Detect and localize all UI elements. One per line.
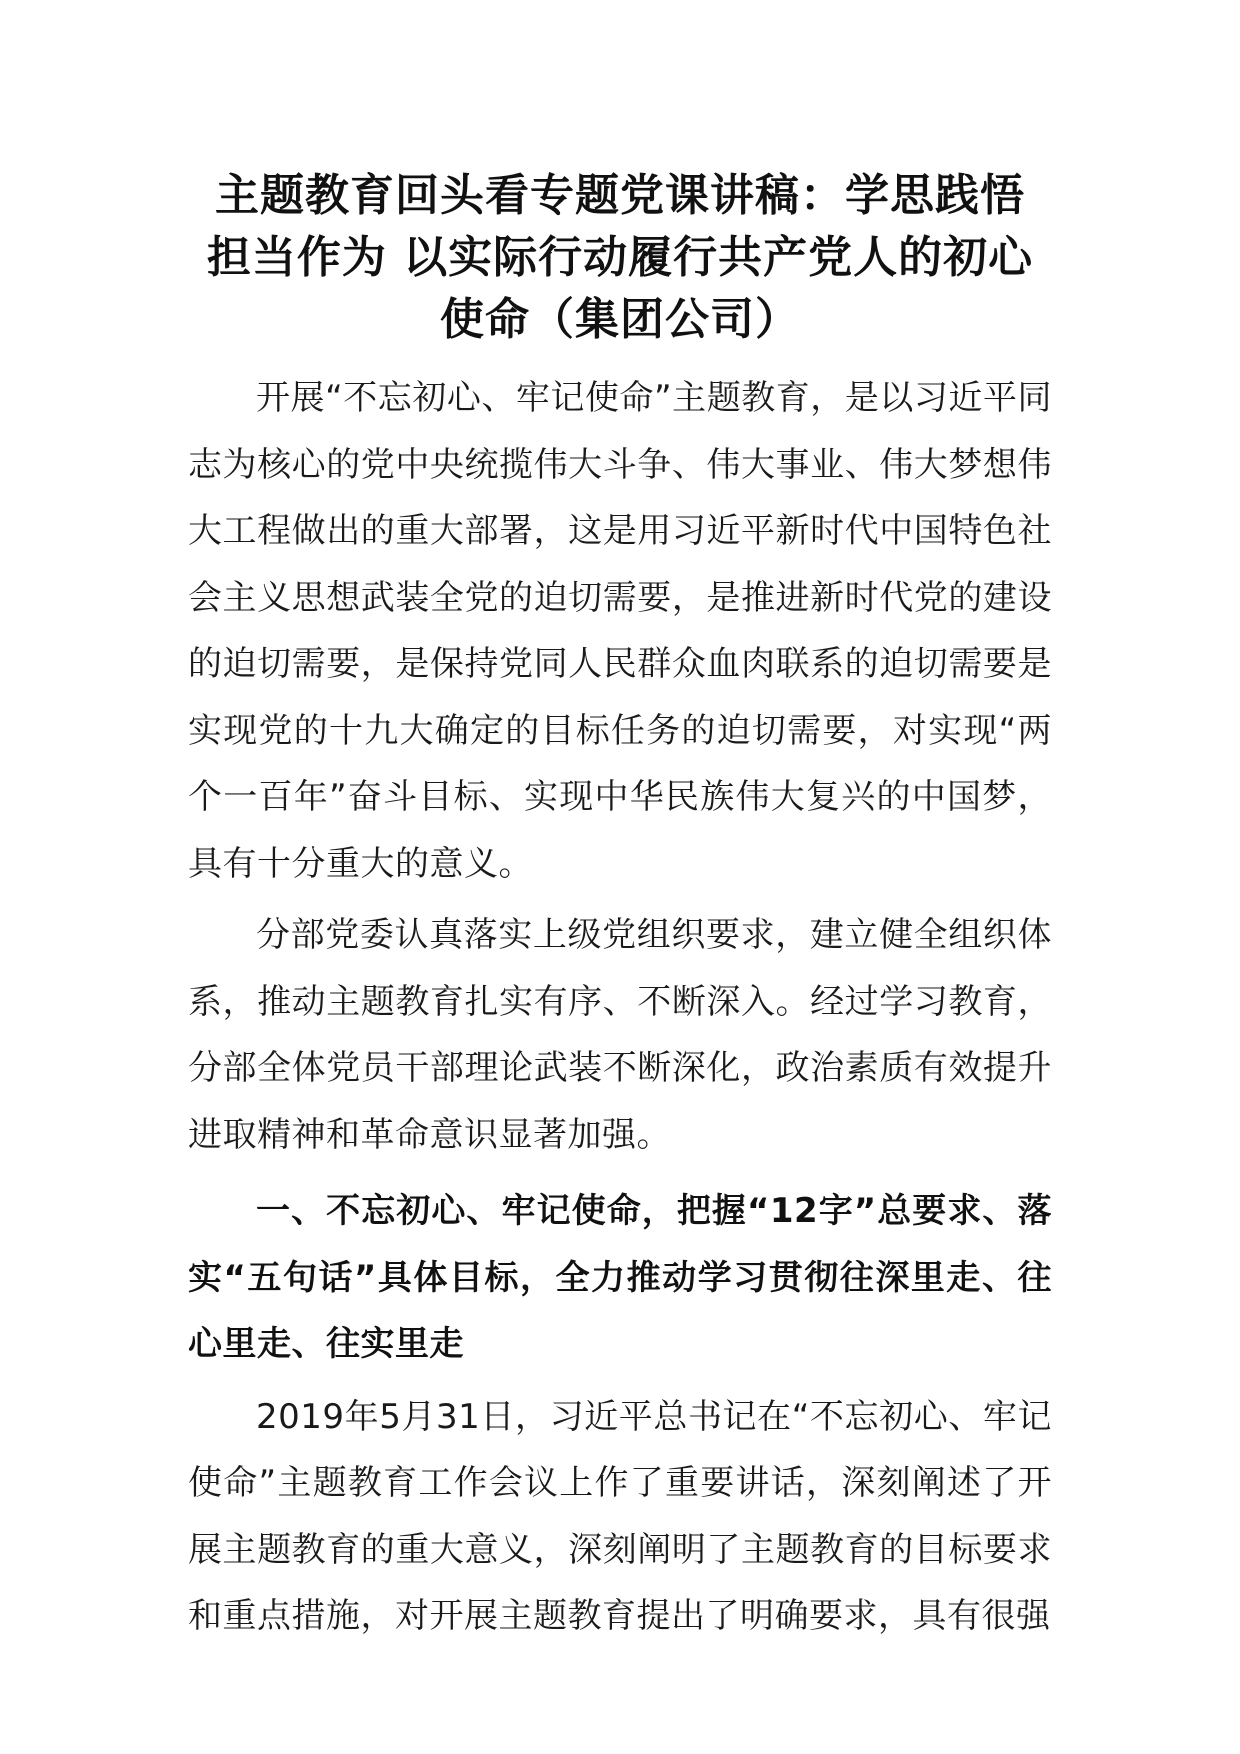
title-line-3: 使命（集团公司）: [440, 294, 800, 345]
document-body: [188, 365, 1052, 1650]
title-line-2: 担当作为 以实际行动履行共产党人的初心: [206, 232, 1034, 283]
document-title: [180, 165, 1060, 351]
body-paragraph-2: 分部党委认真落实上级党组织要求，建立健全组织体系，推动主题教育扎实有序、不断深入。经过学习教育，分部全体党员干部理论武装不断深化，政治素质有效提升进取精神和革命意识显著加强。: [188, 915, 1052, 1155]
body-paragraph-3: 2019年5月31日，习近平总书记在“不忘初心、牢记使命”主题教育工作会议上作了重要讲话，深刻阐述了开展主题教育的重大意义，深刻阐明了主题教育的目标要求和重点措施，对开展主题教育提出了明确要求，具有很强: [188, 1396, 1052, 1636]
title-line-1: 主题教育回头看专题党课讲稿：学思践悟: [215, 170, 1025, 221]
body-paragraph-1: 开展“不忘初心、牢记使命”主题教育，是以习近平同志为核心的党中央统揽伟大斗争、伟大事业、伟大梦想伟大工程做出的重大部署，这是用习近平新时代中国特色社会主义思想武装全党的迫切需要，是推进新时代党的建设的迫切需要，是保持党同人民群众血肉联系的迫切需要是实现党的十九大确定的目标任务的迫切需要，对实现“两个一百年”奋斗目标、实现中华民族伟大复兴的中国梦，具有十分重大的意义。: [188, 378, 1052, 884]
section-heading-1: 一、不忘初心、牢记使命，把握“12字”总要求、落实“五句话”具体目标，全力推动学习贯彻往深里走、往心里走、往实里走: [188, 1191, 1052, 1364]
